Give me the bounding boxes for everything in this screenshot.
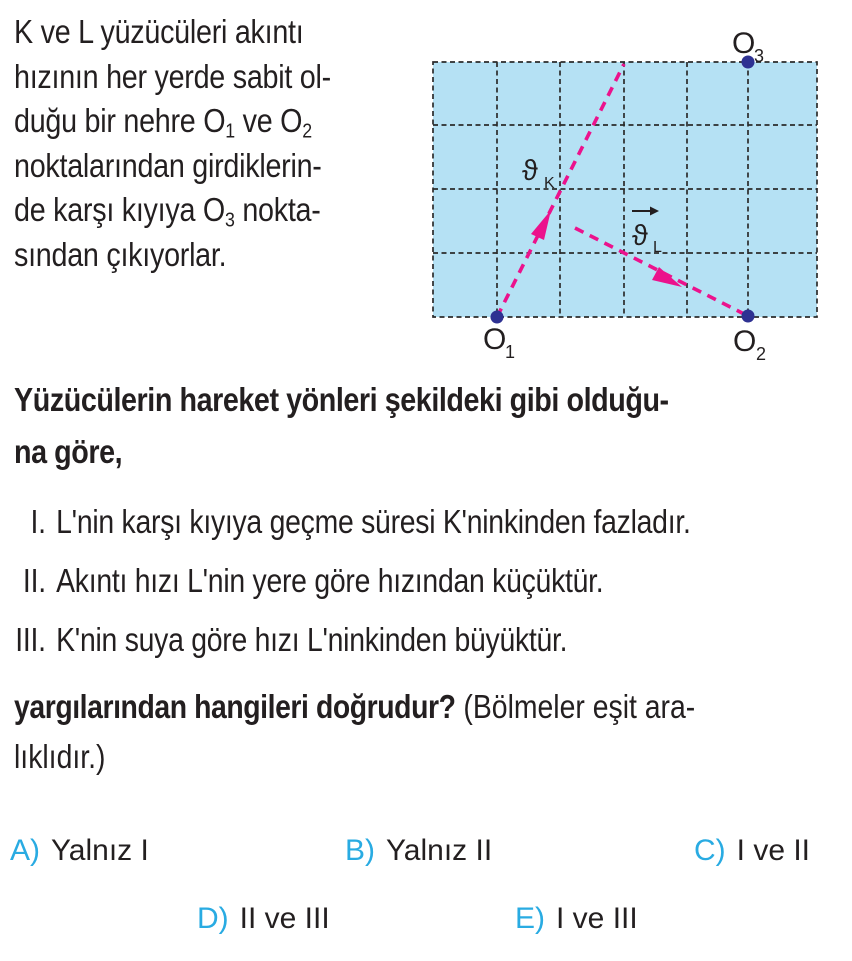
point-o2-dot [742, 310, 755, 323]
intro-line-2: hızının her yerde sabit ol- [14, 58, 331, 95]
heading-line-1: Yüzücülerin hareket yönleri şekildeki gibi olduğu- [14, 381, 669, 418]
subscript: 3 [224, 208, 235, 232]
option-c[interactable] [694, 834, 810, 868]
label-vk-sub: K [544, 175, 555, 192]
label-o1: O [483, 323, 507, 356]
statement-3 [14, 621, 567, 659]
option-d[interactable] [197, 902, 330, 936]
intro-line-4: noktalarından girdiklerin- [14, 147, 322, 184]
option-a-letter: A) [10, 834, 40, 867]
statement-2-text: Akıntı hızı L'nin yere göre hızından küçüktür. [56, 562, 604, 599]
label-vl: ϑ [632, 220, 648, 252]
question-prompt-line-2: lıklıdır.) [14, 738, 106, 775]
label-o1-sub: 1 [505, 342, 516, 362]
statement-1-text: L'nin karşı kıyıya geçme süresi K'ninkinden fazladır. [56, 503, 691, 540]
option-d-text: II ve III [239, 902, 330, 935]
question-prompt-bold: yargılarından hangileri doğrudur? [14, 688, 456, 725]
label-vl-sub: L [653, 239, 662, 256]
intro-line-1: K ve L yüzücüleri akıntı [14, 13, 304, 50]
label-o2: O [733, 325, 757, 358]
option-e-letter: E) [515, 902, 545, 935]
river-diagram [420, 0, 852, 368]
question-prompt-regular: (Bölmeler eşit ara- [455, 688, 696, 725]
statement-3-text: K'nin suya göre hızı L'ninkinden büyüktür. [56, 621, 568, 658]
option-c-letter: C) [694, 834, 726, 867]
label-o3: O [732, 27, 756, 60]
statement-3-numeral: III. [15, 621, 46, 658]
subscript: 2 [302, 119, 312, 143]
statement-1-numeral: I. [30, 503, 46, 540]
option-a[interactable] [10, 834, 149, 868]
option-b-letter: B) [345, 834, 375, 867]
heading-line-2: na göre, [14, 433, 123, 470]
option-e[interactable] [515, 902, 638, 936]
option-e-text: I ve III [556, 902, 638, 935]
option-a-text: Yalnız I [51, 834, 149, 867]
option-b-text: Yalnız II [386, 834, 493, 867]
question-prompt-line-1 [14, 688, 695, 726]
statement-2-numeral: II. [22, 562, 46, 599]
intro-line-3: duğu bir nehre $O_1$ ve $O_2$ [14, 102, 312, 143]
option-b[interactable] [345, 834, 492, 868]
point-o1-dot [491, 311, 504, 324]
intro-line-5: de karşı kıyıya $O_3$ nokta- [14, 191, 321, 232]
option-d-letter: D) [197, 902, 229, 935]
statement-1 [14, 503, 691, 541]
label-vk: ϑ [522, 155, 538, 187]
subscript: 1 [225, 119, 235, 143]
label-o2-sub: 2 [756, 344, 767, 364]
label-o3-sub: 3 [754, 46, 765, 66]
option-c-text: I ve II [736, 834, 811, 867]
statement-2 [14, 562, 603, 600]
intro-line-6: sından çıkıyorlar. [14, 236, 227, 273]
